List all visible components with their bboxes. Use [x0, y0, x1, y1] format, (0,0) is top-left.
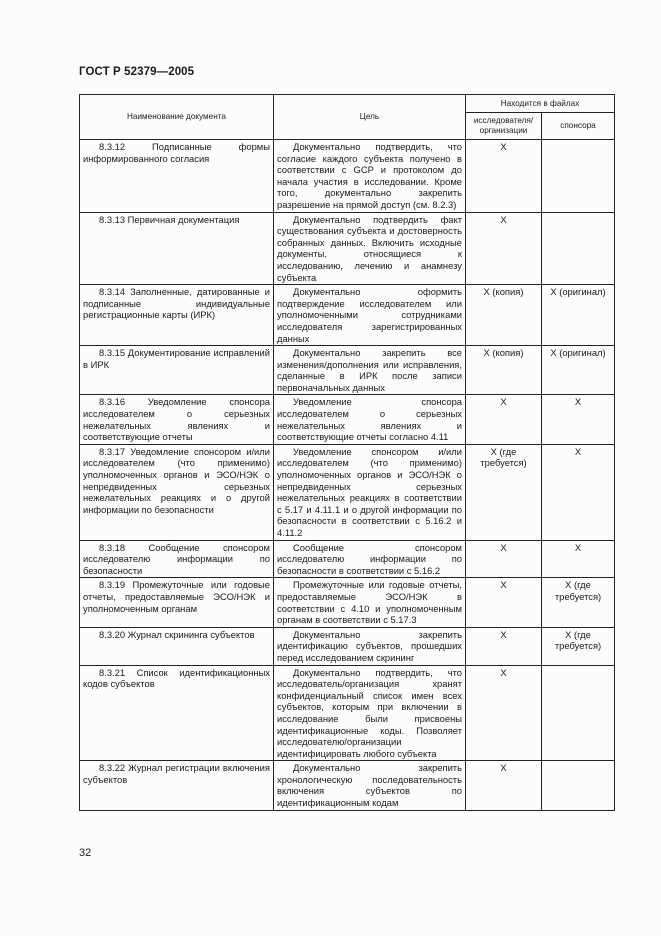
table-row: [80, 665, 615, 761]
document-name-cell: 8.3.20 Журнал скрининга субъектов: [80, 627, 274, 665]
sponsor-file-cell: X: [542, 540, 615, 578]
document-name-cell: 8.3.19 Промежуточные или годовые отчеты, предоставляемые ЭСО/НЭК и уполномоченным органам: [80, 578, 274, 627]
page-number: 32: [79, 847, 92, 859]
sponsor-file-cell: [542, 665, 615, 761]
document-name-cell: 8.3.16 Уведомление спонсора исследователем о серьезных нежелательных явлениях и соответствующие отчеты: [80, 395, 274, 444]
sponsor-file-cell: X (оригинал): [542, 346, 615, 395]
document-name-cell: 8.3.21 Список идентификационных кодов субъектов: [80, 665, 274, 761]
investigator-file-cell: X (копия): [466, 346, 542, 395]
column-header-sponsor: спонсора: [542, 113, 615, 140]
table-row: [80, 395, 615, 444]
sponsor-file-cell: X: [542, 444, 615, 540]
sponsor-file-cell: X (где требуется): [542, 627, 615, 665]
investigator-file-cell: X: [466, 212, 542, 285]
sponsor-file-cell: X (оригинал): [542, 285, 615, 346]
investigator-file-cell: X: [466, 761, 542, 810]
table-row: [80, 578, 615, 627]
document-name-cell: 8.3.12 Подписанные формы информированного согласия: [80, 140, 274, 213]
investigator-file-cell: X: [466, 540, 542, 578]
table-row: [80, 140, 615, 213]
document-name-cell: 8.3.14 Заполненные, датированные и подписанные индивидуальные регистрационные карты (ИРК): [80, 285, 274, 346]
document-name-cell: 8.3.22 Журнал регистрации включения субъектов: [80, 761, 274, 810]
purpose-cell: Промежуточные или годовые отчеты, предоставляемые ЭСО/НЭК в соответствии с 4.10 и уполномоченным органам в соответствии с 5.17.3: [274, 578, 466, 627]
purpose-cell: Документально оформить подтверждение исследователем или уполномоченными сотрудниками исследователя зарегистрированных данных: [274, 285, 466, 346]
document-name-cell: 8.3.15 Документирование исправлений в ИРК: [80, 346, 274, 395]
sponsor-file-cell: [542, 140, 615, 213]
purpose-cell: Документально закрепить идентификацию субъектов, прошедших перед исследованием скрининг: [274, 627, 466, 665]
investigator-file-cell: X: [466, 140, 542, 213]
investigator-file-cell: X: [466, 578, 542, 627]
document-name-cell: 8.3.18 Сообщение спонсором исследователю информации по безопасности: [80, 540, 274, 578]
purpose-cell: Документально подтвердить, что исследователь/организация хранят конфиденциальный список имен всех субъектов, которым при включении в исследование были присвоены идентификационные коды. Позволяет исследователю/организации идентифицировать любого субъекта: [274, 665, 466, 761]
investigator-file-cell: X: [466, 627, 542, 665]
sponsor-file-cell: [542, 212, 615, 285]
column-header-investigator: исследователя/ организации: [466, 113, 542, 140]
purpose-cell: Документально подтвердить, что согласие каждого субъекта получено в соответствии с GCP и протоколом до начала участия в исследовании. Кроме того, документально закрепить разрешение на прямой доступ (см. 8.2.3): [274, 140, 466, 213]
table-row: [80, 444, 615, 540]
standard-title: ГОСТ Р 52379—2005: [79, 66, 195, 78]
investigator-file-cell: X: [466, 395, 542, 444]
document-name-cell: 8.3.13 Первичная документация: [80, 212, 274, 285]
purpose-cell: Документально подтвердить факт существования субъекта и достоверность собранных данных. Включить исходные документы, относящиеся к исследованию, лечению и анамнезу субъекта: [274, 212, 466, 285]
table-row: [80, 346, 615, 395]
purpose-cell: Документально закрепить все изменения/дополнения или исправления, сделанные в ИРК после записи первоначальных данных: [274, 346, 466, 395]
column-header-name: Наименование документа: [80, 95, 274, 140]
investigator-file-cell: X (копия): [466, 285, 542, 346]
investigator-file-cell: X (где требуется): [466, 444, 542, 540]
purpose-cell: Уведомление спонсора исследователем о серьезных нежелательных явлениях и соответствующие отчеты согласно 4.11: [274, 395, 466, 444]
investigator-file-cell: X: [466, 665, 542, 761]
document-name-cell: 8.3.17 Уведомление спонсором и/или исследователем (что применимо) уполномоченных органов и ЭСО/НЭК о непредвиденных серьезных нежелательных реакциях и о другой информации по безопасности: [80, 444, 274, 540]
column-header-files: Находится в файлах: [466, 95, 615, 113]
sponsor-file-cell: X: [542, 395, 615, 444]
sponsor-file-cell: [542, 761, 615, 810]
purpose-cell: Документально закрепить хронологическую последовательность включения субъектов по идентификационным кодам: [274, 761, 466, 810]
table-row: [80, 627, 615, 665]
table-row: [80, 285, 615, 346]
column-header-goal: Цель: [274, 95, 466, 140]
purpose-cell: Сообщение спонсором исследователю информации по безопасности в соответствии с 5.16.2: [274, 540, 466, 578]
purpose-cell: Уведомление спонсором и/или исследователем (что применимо) уполномоченных органов и ЭСО/НЭК о непредвиденных серьезных нежелательных реакциях в соответствии с 5.17 и 4.11.1 и о другой информации по безопасности в соответствии с 5.16.2 и 4.11.2: [274, 444, 466, 540]
table-row: [80, 212, 615, 285]
sponsor-file-cell: X (где требуется): [542, 578, 615, 627]
documents-table: [79, 94, 615, 811]
table-row: [80, 761, 615, 810]
table-row: [80, 540, 615, 578]
